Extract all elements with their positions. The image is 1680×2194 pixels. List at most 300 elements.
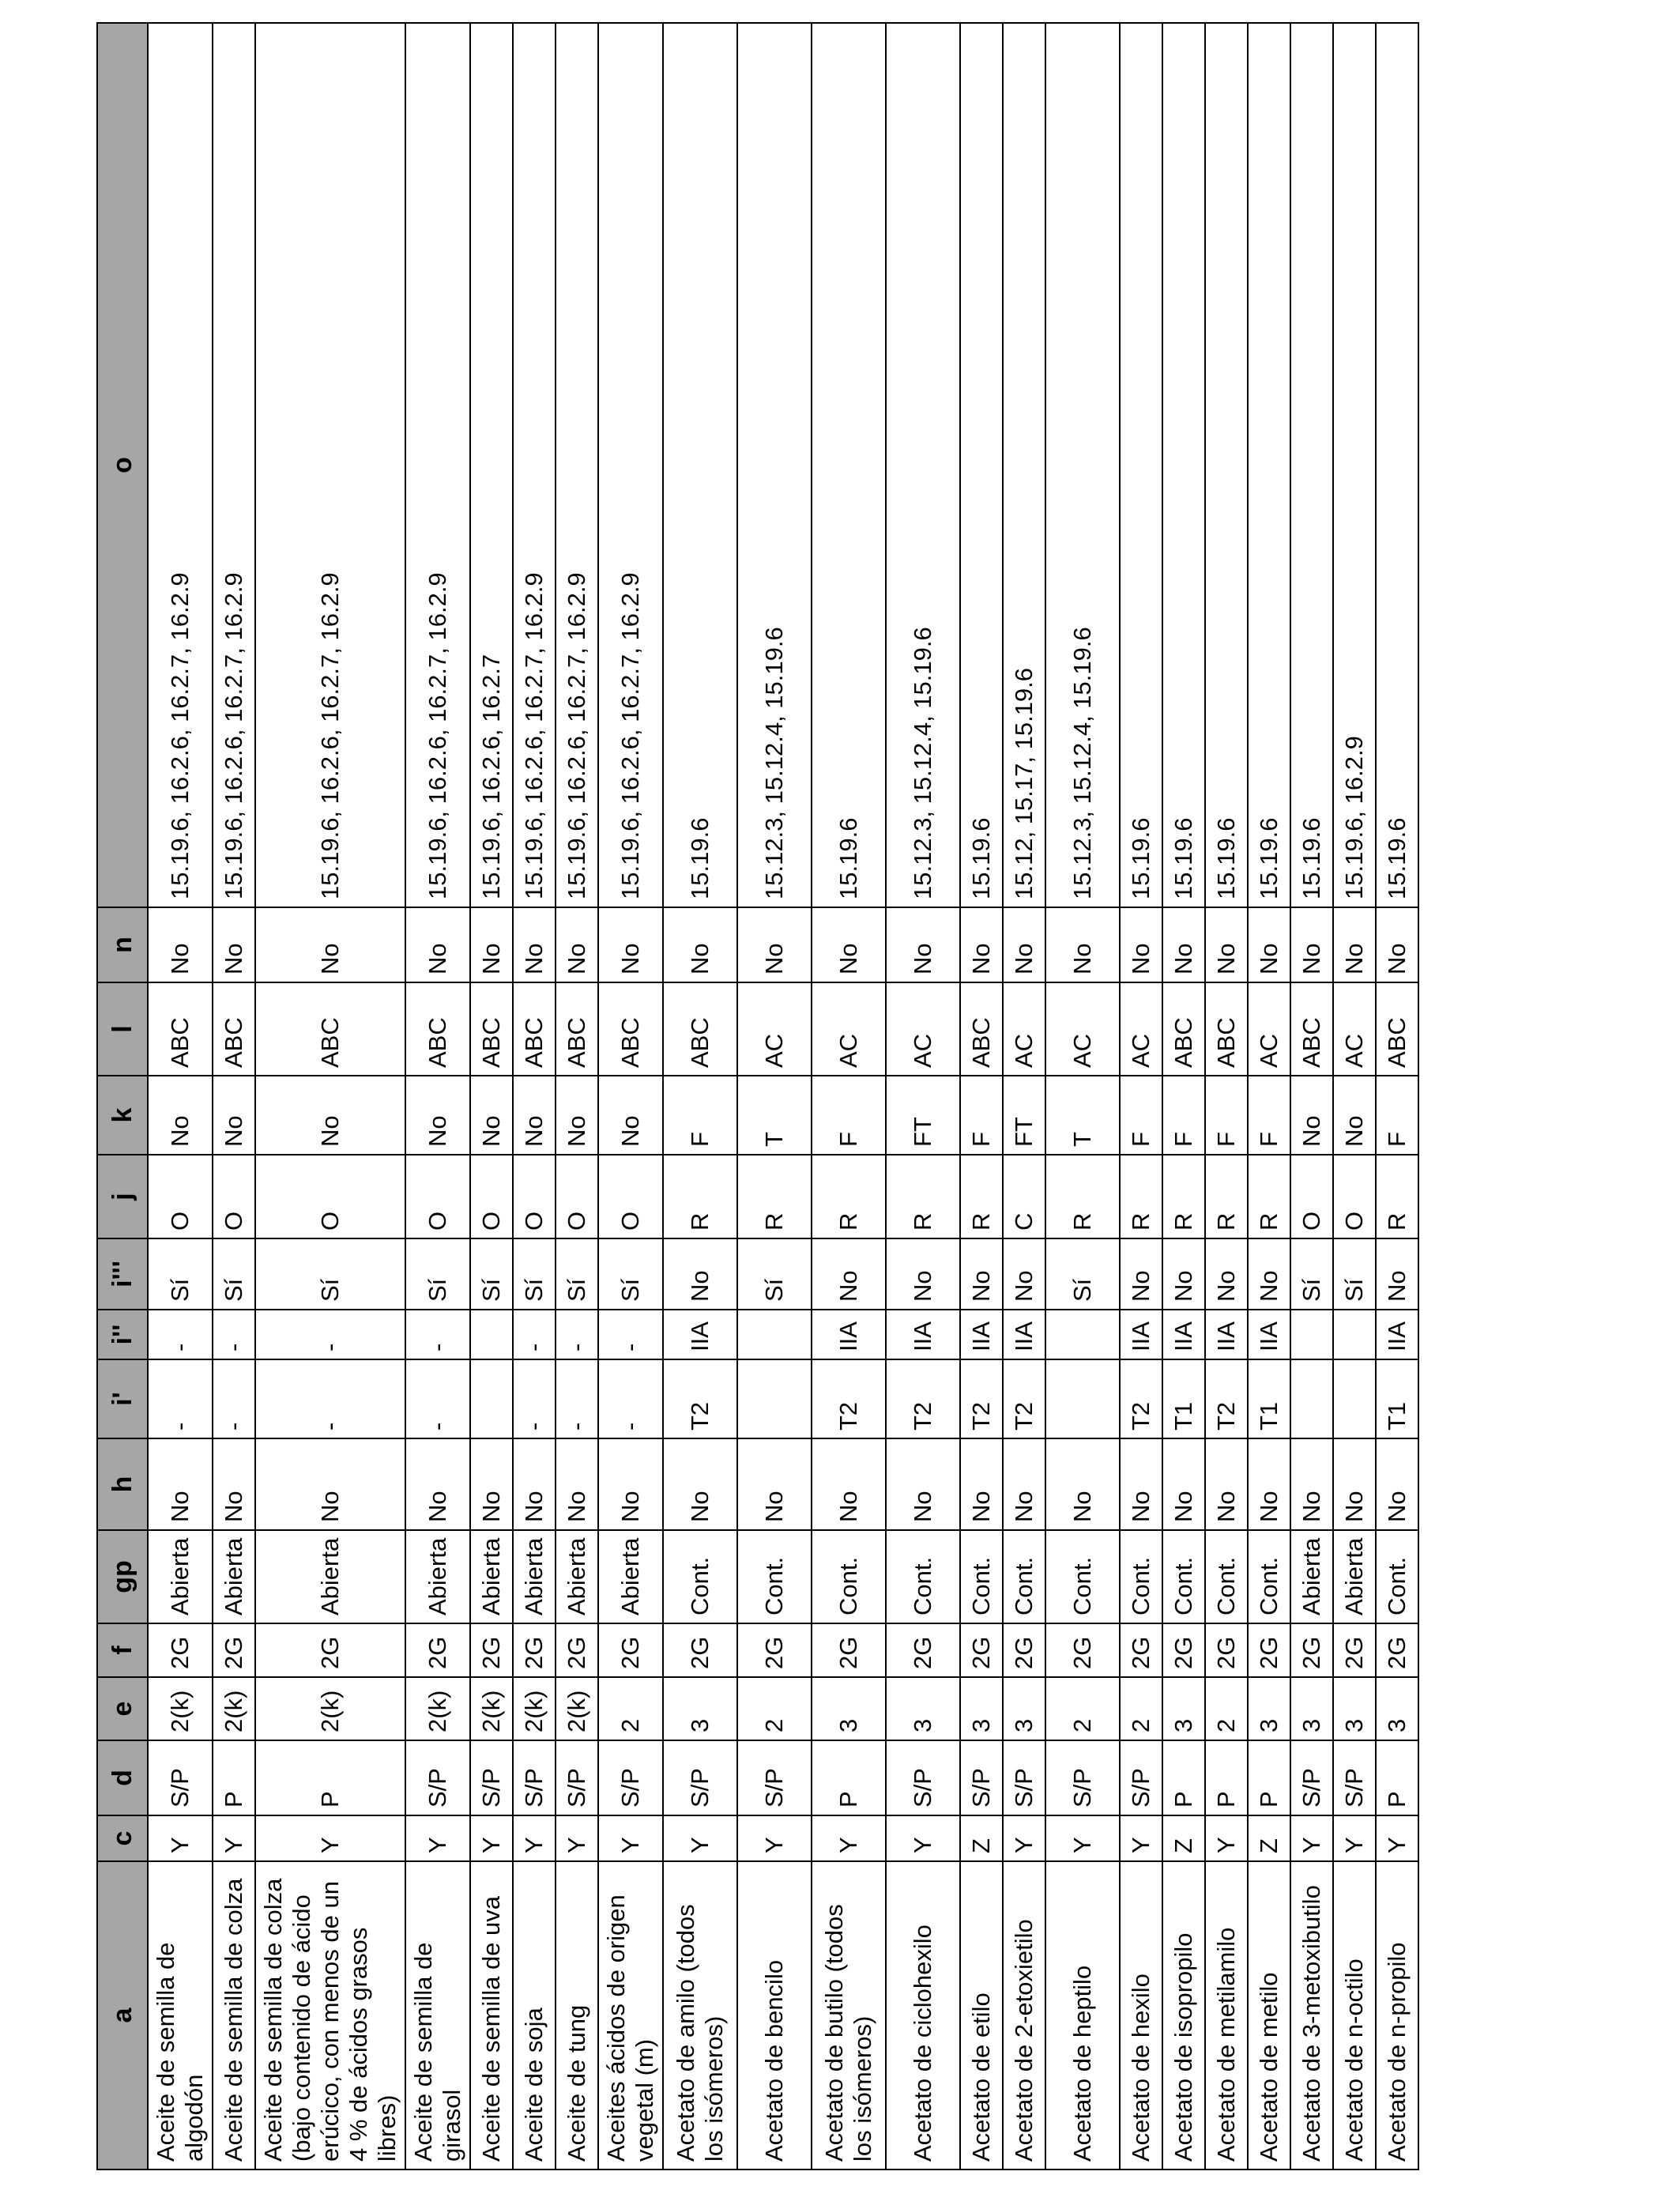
cell-k: F: [1162, 1076, 1205, 1155]
cell-e: 3: [886, 1677, 960, 1740]
cell-d: P: [1205, 1740, 1248, 1815]
cell-c: Y: [1003, 1815, 1045, 1861]
cell-n: No: [1376, 907, 1418, 982]
cell-n: No: [737, 907, 812, 982]
cell-i2: -: [255, 1310, 405, 1359]
cell-l: AC: [1120, 982, 1162, 1076]
cell-f: 2G: [470, 1623, 513, 1677]
table-row: [405, 23, 470, 2169]
cell-f: 2G: [1045, 1623, 1120, 1677]
cargo-table: [96, 22, 1419, 2170]
cell-h: No: [513, 1438, 556, 1530]
cell-i1: T1: [1162, 1359, 1205, 1438]
cell-e: 2(k): [213, 1677, 255, 1740]
col-header-i2: i'': [97, 1310, 148, 1359]
cell-a: Acetato de metilo: [1248, 1861, 1290, 2169]
cell-j: R: [1162, 1155, 1205, 1238]
cell-k: F: [1120, 1076, 1162, 1155]
cell-j: O: [470, 1155, 513, 1238]
cell-n: No: [148, 907, 213, 982]
cell-i1: [737, 1359, 812, 1438]
cell-k: F: [1248, 1076, 1290, 1155]
cell-o: 15.19.6, 16.2.6, 16.2.7, 16.2.9: [556, 23, 598, 907]
cell-f: 2G: [1376, 1623, 1418, 1677]
cell-j: R: [960, 1155, 1003, 1238]
cell-l: ABC: [1205, 982, 1248, 1076]
table-row: [513, 23, 556, 2169]
cell-e: 2: [598, 1677, 663, 1740]
cell-i2: -: [598, 1310, 663, 1359]
table-row: [470, 23, 513, 2169]
cell-gp: Abierta: [1290, 1530, 1333, 1623]
cell-i1: T2: [1120, 1359, 1162, 1438]
cell-gp: Cont.: [663, 1530, 737, 1623]
cell-gp: Abierta: [255, 1530, 405, 1623]
cell-i2: [737, 1310, 812, 1359]
cell-d: S/P: [1003, 1740, 1045, 1815]
cell-h: No: [1045, 1438, 1120, 1530]
cell-l: ABC: [663, 982, 737, 1076]
cell-k: F: [1376, 1076, 1418, 1155]
col-header-f: f: [97, 1623, 148, 1677]
cell-j: R: [663, 1155, 737, 1238]
cell-h: No: [1205, 1438, 1248, 1530]
cell-e: 2(k): [405, 1677, 470, 1740]
cell-gp: Abierta: [148, 1530, 213, 1623]
cell-o: 15.19.6, 16.2.9: [1333, 23, 1376, 907]
cell-i3: No: [1120, 1238, 1162, 1310]
cell-gp: Abierta: [513, 1530, 556, 1623]
cell-h: No: [960, 1438, 1003, 1530]
cell-gp: Cont.: [1248, 1530, 1290, 1623]
cell-o: 15.12, 15.17, 15.19.6: [1003, 23, 1045, 907]
cell-n: No: [960, 907, 1003, 982]
cell-j: O: [513, 1155, 556, 1238]
cell-n: No: [513, 907, 556, 982]
cell-a: Acetato de heptilo: [1045, 1861, 1120, 2169]
table-row: [213, 23, 255, 2169]
cell-i3: No: [663, 1238, 737, 1310]
cell-l: AC: [1003, 982, 1045, 1076]
cell-k: T: [737, 1076, 812, 1155]
cell-i2: -: [213, 1310, 255, 1359]
cell-d: S/P: [737, 1740, 812, 1815]
table-row: [1333, 23, 1376, 2169]
table-row: [1290, 23, 1333, 2169]
cell-n: No: [1248, 907, 1290, 982]
cell-a: Acetato de metilamilo: [1205, 1861, 1248, 2169]
cell-a: Acetato de isopropilo: [1162, 1861, 1205, 2169]
cell-i2: IIA: [886, 1310, 960, 1359]
cell-e: 3: [1003, 1677, 1045, 1740]
cell-i2: IIA: [663, 1310, 737, 1359]
cell-j: R: [886, 1155, 960, 1238]
table-row: [1003, 23, 1045, 2169]
cell-e: 2: [1205, 1677, 1248, 1740]
col-header-o: o: [97, 23, 148, 907]
cell-gp: Cont.: [812, 1530, 886, 1623]
cell-i2: IIA: [960, 1310, 1003, 1359]
cell-c: Z: [1162, 1815, 1205, 1861]
col-header-j: j: [97, 1155, 148, 1238]
cell-i1: [1045, 1359, 1120, 1438]
cell-h: No: [405, 1438, 470, 1530]
cell-i2: -: [405, 1310, 470, 1359]
cell-h: No: [470, 1438, 513, 1530]
cell-l: ABC: [556, 982, 598, 1076]
cell-j: O: [556, 1155, 598, 1238]
cell-i2: -: [148, 1310, 213, 1359]
col-header-d: d: [97, 1740, 148, 1815]
col-header-k: k: [97, 1076, 148, 1155]
cell-n: No: [255, 907, 405, 982]
table-row: [960, 23, 1003, 2169]
cell-o: 15.12.3, 15.12.4, 15.19.6: [886, 23, 960, 907]
cell-j: R: [1248, 1155, 1290, 1238]
cell-k: No: [556, 1076, 598, 1155]
cell-d: S/P: [960, 1740, 1003, 1815]
cell-i3: Sí: [213, 1238, 255, 1310]
cell-n: No: [812, 907, 886, 982]
cell-o: 15.19.6: [1120, 23, 1162, 907]
cell-i1: -: [405, 1359, 470, 1438]
cell-j: O: [405, 1155, 470, 1238]
cell-i3: Sí: [148, 1238, 213, 1310]
cell-k: No: [1333, 1076, 1376, 1155]
cell-i3: Sí: [1045, 1238, 1120, 1310]
cell-j: O: [148, 1155, 213, 1238]
cell-i3: Sí: [255, 1238, 405, 1310]
cell-i2: IIA: [1120, 1310, 1162, 1359]
cell-f: 2G: [213, 1623, 255, 1677]
cell-i2: -: [513, 1310, 556, 1359]
cell-j: R: [1045, 1155, 1120, 1238]
cell-f: 2G: [1248, 1623, 1290, 1677]
cell-k: No: [470, 1076, 513, 1155]
cell-o: 15.19.6: [812, 23, 886, 907]
cell-i2: -: [556, 1310, 598, 1359]
cell-gp: Abierta: [598, 1530, 663, 1623]
cell-a: Acetato de 3-metoxibutilo: [1290, 1861, 1333, 2169]
col-header-n: n: [97, 907, 148, 982]
cell-d: P: [255, 1740, 405, 1815]
cell-k: F: [960, 1076, 1003, 1155]
cell-c: Y: [148, 1815, 213, 1861]
cell-i1: [1290, 1359, 1333, 1438]
cell-gp: Abierta: [213, 1530, 255, 1623]
cell-l: ABC: [470, 982, 513, 1076]
cell-gp: Abierta: [1333, 1530, 1376, 1623]
cell-o: 15.19.6, 16.2.6, 16.2.7, 16.2.9: [148, 23, 213, 907]
cell-f: 2G: [405, 1623, 470, 1677]
cell-o: 15.19.6, 16.2.6, 16.2.7, 16.2.9: [513, 23, 556, 907]
cell-a: Aceite de soja: [513, 1861, 556, 2169]
cell-i3: Sí: [1290, 1238, 1333, 1310]
cell-k: No: [405, 1076, 470, 1155]
col-header-e: e: [97, 1677, 148, 1740]
cell-l: ABC: [213, 982, 255, 1076]
cell-f: 2G: [737, 1623, 812, 1677]
cell-h: No: [556, 1438, 598, 1530]
cell-e: 2(k): [556, 1677, 598, 1740]
cell-k: No: [148, 1076, 213, 1155]
cell-n: No: [886, 907, 960, 982]
cell-d: P: [1376, 1740, 1418, 1815]
cell-k: No: [513, 1076, 556, 1155]
cell-i1: T2: [886, 1359, 960, 1438]
col-header-i3: i''': [97, 1238, 148, 1310]
cell-e: 3: [663, 1677, 737, 1740]
cell-d: S/P: [556, 1740, 598, 1815]
cell-j: O: [1333, 1155, 1376, 1238]
cell-a: Aceite de semilla de girasol: [405, 1861, 470, 2169]
cell-i3: No: [1205, 1238, 1248, 1310]
cell-i3: No: [1003, 1238, 1045, 1310]
cell-c: Y: [1045, 1815, 1120, 1861]
cell-e: 2(k): [470, 1677, 513, 1740]
cell-f: 2G: [1120, 1623, 1162, 1677]
col-header-c: c: [97, 1815, 148, 1861]
cell-h: No: [663, 1438, 737, 1530]
cell-n: No: [1333, 907, 1376, 982]
cell-gp: Cont.: [1162, 1530, 1205, 1623]
cell-j: R: [1205, 1155, 1248, 1238]
cell-n: No: [1205, 907, 1248, 982]
table-row: [886, 23, 960, 2169]
col-header-gp: gp: [97, 1530, 148, 1623]
cell-i1: -: [255, 1359, 405, 1438]
cell-j: O: [598, 1155, 663, 1238]
cell-c: Y: [1205, 1815, 1248, 1861]
cell-i2: [1333, 1310, 1376, 1359]
cell-l: AC: [886, 982, 960, 1076]
cell-gp: Cont.: [960, 1530, 1003, 1623]
cell-k: T: [1045, 1076, 1120, 1155]
cell-e: 2: [1045, 1677, 1120, 1740]
cell-f: 2G: [1290, 1623, 1333, 1677]
cell-e: 2(k): [255, 1677, 405, 1740]
cell-i1: T1: [1248, 1359, 1290, 1438]
cell-l: ABC: [1162, 982, 1205, 1076]
cell-gp: Cont.: [1376, 1530, 1418, 1623]
cell-i1: T2: [812, 1359, 886, 1438]
cell-l: AC: [812, 982, 886, 1076]
cell-i3: No: [1162, 1238, 1205, 1310]
cell-l: ABC: [255, 982, 405, 1076]
cell-f: 2G: [598, 1623, 663, 1677]
cell-d: P: [1248, 1740, 1290, 1815]
cell-k: No: [255, 1076, 405, 1155]
cell-i3: Sí: [737, 1238, 812, 1310]
cell-k: F: [663, 1076, 737, 1155]
cell-e: 3: [1290, 1677, 1333, 1740]
cell-i3: Sí: [1333, 1238, 1376, 1310]
cell-h: No: [812, 1438, 886, 1530]
cell-i3: Sí: [598, 1238, 663, 1310]
cell-d: S/P: [1120, 1740, 1162, 1815]
cell-k: No: [598, 1076, 663, 1155]
cell-k: No: [1290, 1076, 1333, 1155]
cell-h: No: [1120, 1438, 1162, 1530]
cell-l: ABC: [405, 982, 470, 1076]
cell-k: F: [1205, 1076, 1248, 1155]
cell-a: Acetato de butilo (todos los isómeros): [812, 1861, 886, 2169]
cell-i1: -: [556, 1359, 598, 1438]
cell-f: 2G: [960, 1623, 1003, 1677]
cell-d: S/P: [405, 1740, 470, 1815]
cell-l: ABC: [960, 982, 1003, 1076]
cell-i1: -: [513, 1359, 556, 1438]
cell-a: Acetato de ciclohexilo: [886, 1861, 960, 2169]
cell-d: P: [812, 1740, 886, 1815]
cell-n: No: [1003, 907, 1045, 982]
table-row: [1376, 23, 1418, 2169]
cell-gp: Abierta: [470, 1530, 513, 1623]
cell-f: 2G: [1205, 1623, 1248, 1677]
cell-h: No: [886, 1438, 960, 1530]
cell-c: Y: [1333, 1815, 1376, 1861]
cell-i1: T2: [1003, 1359, 1045, 1438]
cell-c: Y: [255, 1815, 405, 1861]
cell-n: No: [213, 907, 255, 982]
cell-l: AC: [737, 982, 812, 1076]
cell-c: Z: [1248, 1815, 1290, 1861]
cell-a: Acetato de 2-etoxietilo: [1003, 1861, 1045, 2169]
cell-o: 15.19.6: [1205, 23, 1248, 907]
cell-h: No: [1290, 1438, 1333, 1530]
cell-o: 15.19.6: [1376, 23, 1418, 907]
cell-c: Y: [886, 1815, 960, 1861]
cell-i3: No: [812, 1238, 886, 1310]
cell-i3: Sí: [556, 1238, 598, 1310]
cell-f: 2G: [663, 1623, 737, 1677]
cell-d: P: [213, 1740, 255, 1815]
cell-c: Y: [1120, 1815, 1162, 1861]
cell-a: Aceite de semilla de colza: [213, 1861, 255, 2169]
cell-n: No: [1162, 907, 1205, 982]
cell-c: Y: [556, 1815, 598, 1861]
cell-f: 2G: [513, 1623, 556, 1677]
cell-n: No: [663, 907, 737, 982]
col-header-l: l: [97, 982, 148, 1076]
cell-h: No: [1333, 1438, 1376, 1530]
cell-c: Y: [812, 1815, 886, 1861]
table-row: [148, 23, 213, 2169]
cell-i2: [1045, 1310, 1120, 1359]
cell-h: No: [598, 1438, 663, 1530]
cell-l: ABC: [1290, 982, 1333, 1076]
cell-i3: No: [960, 1238, 1003, 1310]
cell-d: S/P: [1290, 1740, 1333, 1815]
table-row: [1205, 23, 1248, 2169]
table-row: [1248, 23, 1290, 2169]
cell-a: Aceite de tung: [556, 1861, 598, 2169]
cell-h: No: [1248, 1438, 1290, 1530]
cell-l: ABC: [598, 982, 663, 1076]
cell-h: No: [1162, 1438, 1205, 1530]
cell-j: O: [255, 1155, 405, 1238]
cell-d: S/P: [148, 1740, 213, 1815]
cell-f: 2G: [148, 1623, 213, 1677]
cell-c: Y: [470, 1815, 513, 1861]
cell-l: AC: [1333, 982, 1376, 1076]
cell-gp: Cont.: [1205, 1530, 1248, 1623]
cell-j: O: [1290, 1155, 1333, 1238]
cell-f: 2G: [255, 1623, 405, 1677]
cell-e: 3: [960, 1677, 1003, 1740]
cell-d: S/P: [886, 1740, 960, 1815]
cell-o: 15.12.3, 15.12.4, 15.19.6: [1045, 23, 1120, 907]
cell-i2: [470, 1310, 513, 1359]
cell-h: No: [213, 1438, 255, 1530]
cell-i1: [1333, 1359, 1376, 1438]
cell-a: Acetato de amilo (todos los isómeros): [663, 1861, 737, 2169]
cell-a: Acetato de bencilo: [737, 1861, 812, 2169]
cell-j: R: [812, 1155, 886, 1238]
cell-c: Y: [405, 1815, 470, 1861]
cell-l: ABC: [513, 982, 556, 1076]
cell-n: No: [556, 907, 598, 982]
cell-e: 2: [1120, 1677, 1162, 1740]
cell-c: Y: [213, 1815, 255, 1861]
cell-e: 2(k): [513, 1677, 556, 1740]
cell-j: O: [213, 1155, 255, 1238]
cell-c: Y: [1290, 1815, 1333, 1861]
cell-f: 2G: [1162, 1623, 1205, 1677]
cell-i1: -: [598, 1359, 663, 1438]
cell-e: 3: [1376, 1677, 1418, 1740]
cell-k: FT: [886, 1076, 960, 1155]
cell-d: S/P: [513, 1740, 556, 1815]
cell-c: Z: [960, 1815, 1003, 1861]
cell-f: 2G: [556, 1623, 598, 1677]
cell-l: AC: [1045, 982, 1120, 1076]
cell-gp: Cont.: [737, 1530, 812, 1623]
table-row: [1162, 23, 1205, 2169]
col-header-h: h: [97, 1438, 148, 1530]
table-row: [598, 23, 663, 2169]
cell-a: Aceite de semilla de algodón: [148, 1861, 213, 2169]
table-row: [663, 23, 737, 2169]
cell-i2: IIA: [812, 1310, 886, 1359]
cell-l: ABC: [148, 982, 213, 1076]
cell-d: S/P: [663, 1740, 737, 1815]
cell-l: ABC: [1376, 982, 1418, 1076]
cell-d: S/P: [470, 1740, 513, 1815]
cell-gp: Cont.: [1003, 1530, 1045, 1623]
cell-i3: No: [1376, 1238, 1418, 1310]
cell-d: S/P: [1333, 1740, 1376, 1815]
cell-i2: IIA: [1205, 1310, 1248, 1359]
cell-j: R: [1120, 1155, 1162, 1238]
cell-h: No: [737, 1438, 812, 1530]
cell-k: FT: [1003, 1076, 1045, 1155]
cell-d: P: [1162, 1740, 1205, 1815]
cell-h: No: [148, 1438, 213, 1530]
cell-k: F: [812, 1076, 886, 1155]
cell-f: 2G: [1333, 1623, 1376, 1677]
cell-i3: Sí: [470, 1238, 513, 1310]
cell-o: 15.19.6, 16.2.6, 16.2.7, 16.2.9: [405, 23, 470, 907]
cell-e: 3: [1162, 1677, 1205, 1740]
cell-a: Aceites ácidos de origen vegetal (m): [598, 1861, 663, 2169]
table-row: [255, 23, 405, 2169]
cell-o: 15.12.3, 15.12.4, 15.19.6: [737, 23, 812, 907]
cell-gp: Cont.: [1045, 1530, 1120, 1623]
cell-i1: T2: [1205, 1359, 1248, 1438]
cell-gp: Abierta: [556, 1530, 598, 1623]
header-row: [97, 23, 148, 2169]
